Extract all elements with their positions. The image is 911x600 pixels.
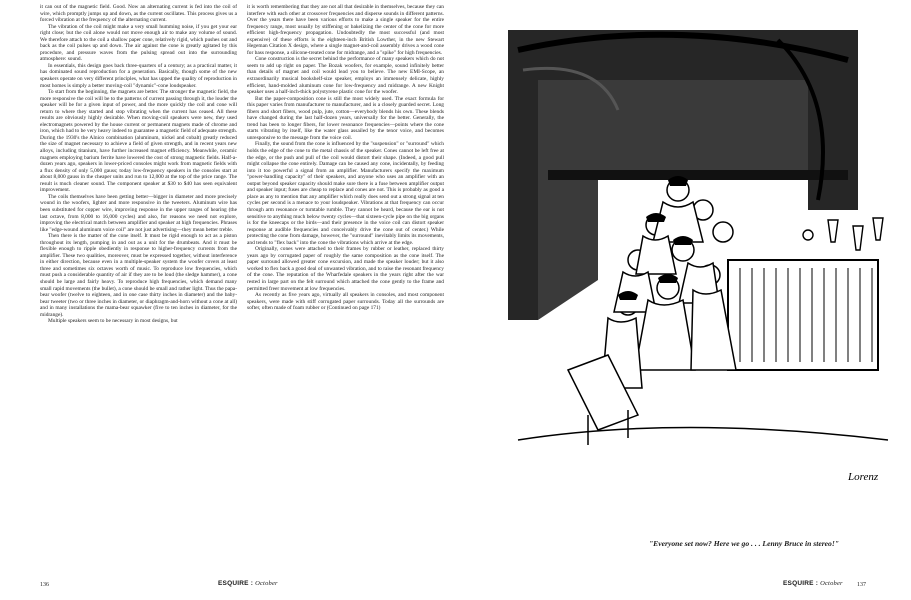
paragraph: In essentials, this design goes back three-quarters of a century; as a practical matter, it has dominated sound reproduction for a generation. Basically, though some of the new speakers operate on very different principles, what has upped the quality of reproduction in most homes is simply a better moving-coil "dynamic"-cone loudspeaker. [40, 62, 237, 89]
paragraph: As recently as five years ago, virtually all speakers in consoles, and most component speakers, were made with stiff corrugated paper surrounds. Today all the surrounds are softer, often made of foam rubber or (Continued on page 171) [247, 292, 444, 312]
paragraph: The coils themselves have been getting better—bigger in diameter and more precisely wound in the woofers, lighter and more responsive in the tweeters. Aluminum wire has been substituted for copper wire, improving response in the upper ranges of hearing (the last octave, from 8,000 to 16,000 cycles) and also, for reasons we need not explore, improving the electrical match between amplifier and speaker at high frequencies. Phrases like "edge-wound aluminum voice coil" are not just advertising—they mean better treble. [40, 193, 237, 233]
magazine-name: ESQUIRE [783, 580, 814, 587]
paragraph: Finally, the sound from the cone is influenced by the "suspension" or "surround" which holds the edge of the cone to the metal chassis of the speaker. Cones cannot be left free at the edge, or the push and pull of the coil would distort their shape. (Indeed, a good pull might collapse the cone entirely. Damage can be caused any cone, incidentally, by feeding into it too powerful a signal from an amplifier. Manufacturers specify the maximum "power-handling capacity" of their speakers, and anyone who uses an amplifier with an output beyond speaker capacity should make sure there is a fuse between amplifier output and speaker input; fuses are cheap to replace and cones are not. This is probably as good a place as any to mention that any amplifier which really does send out a strong signal at ten cycles per second is a menace to your loudspeaker. Vibrations at that frequency can occur through arm resonance or turntable rumble. They cannot be heard, because the ear is not sensitive to anything much below twenty cycles—that sixteen-cycle pipe on the big organs is for the kneecaps or the birds—and their presence in the voice coil can distort speaker response at audible frequencies and conceivably drive the cone out of center.) While protecting the cone from damage, however, the "surround" inevitably limits its movements, and tends to "flex back" into the cone the vibrations which arrive at the edge. [247, 141, 444, 246]
paragraph: To start from the beginning, the magnets are better. The stronger the magnetic field, the more responsive the coil will be to the patterns of current passing through it, the louder the speaker will be for a given input of power, and the more quickly the coil and cone will return to where they started and stop vibrating when the current has ceased. All these results are obviously highly desirable. When moving-coil speakers were new, they used electromagnets powered by the house current or permanent magnets made of chrome and iron, which had to be very heavy indeed to guarantee a magnetic field of adequate strength. During the 1930's the Alnico combination (aluminum, nickel and cobalt) greatly reduced the size of magnet necessary to achieve a field of given strength, and in recent years new alloys, including titanium, have further increased magnet efficiency. Meanwhile, ceramic magnets employing barium ferrite have lowered the cost of strong magnetic fields. Half-a-dozen years ago, speakers in lower-priced consoles might work from magnetic fields with a flux density of only 5,000 gauss; today low-frequency speakers in the consoles start at about 8,000 gauss in the cheaper units and run to 12,000 at the top of the price range. The result is much cleaner sound. The component speaker at $30 to $40 has seen equivalent improvement. [40, 89, 237, 194]
article-column-3 [478, 265, 615, 581]
issue-month: October [820, 580, 843, 587]
paragraph: Originally, cones were attached to their frames by rubber or leather, replaced thirty years ago by corrugated paper of roughly the same composition as the cone itself. The paper surround allowed greater cone excursion, and made the speaker louder; but it also worked to flex back a good deal of unwanted vibration, and to raise the resonant frequency of the cone. The reputation of the Wharfedale speakers in the years right after the war rested in large part on the felt surround which attached the cone gently to the frame and permitted freer movement at low frequencies. [247, 246, 444, 292]
right-running-footer [783, 580, 843, 588]
paragraph: The vibration of the coil might make a very small humming noise, if you get your ear right close; but the coil alone would not move enough air to make any volume of sound. We therefore attach to the coil a shallow paper cone, relatively rigid, which pushes out and back as the coil pulses up and down. The air against the cone is greatly agitated by this procedure, and pressure waves from the pulsing spread out into the surrounding atmosphere: sound. [40, 23, 237, 63]
paragraph: it can out of the magnetic field. Good. Now an alternating current is fed into the coil of wire, which promptly jumps up and down, as the current oscillates. This process gives us a forced vibration at the frequency of the alternating current. [40, 4, 237, 24]
paragraph: But the paper-composition cone is still the most widely used. The exact formula for this paper varies from manufacturer to manufacturer, and is a closely guarded secret. Long fibers and short fibers, wood pulp, jute, cotton—everybody blends his own. These blends have changed during the last half-dozen years, universally for the better. Generally, the trend has been to longer fibers, for lower resonance frequencies—points where the cone starts vibrating by itself, like the water glass assailed by the tenor voice, and becomes unresponsive to the message from the voice coil. [247, 95, 444, 141]
left-running-footer [218, 580, 278, 588]
article-column-2 [247, 4, 444, 582]
paragraph: Multiple speakers seem to be necessary in most designs, but [48, 318, 178, 325]
article-column-1 [40, 4, 237, 580]
paragraph: it is worth remembering that they are not all that desirable in themselves, because they can interfere with each other at crossover frequencies and disperse sounds in different patterns. Over the years there have been various efforts to make a single speaker for the entire frequency range, most usually by stiffening or bakelizing the center of the cone for more efficient high-frequency propagation. Undoubtedly the most successful (and most expensive) of these efforts is the eighteen-inch British Lowther, in the new Stewart Hegeman Citation X design, where a single magnet-and-coil assembly drives a wood cone for bass response, a silicone-treated cone for midrange, and a "spike" for high frequencies. [247, 4, 444, 56]
footer-separator: : [250, 580, 254, 587]
paragraph: Then there is the matter of the cone itself. It must be rigid enough to act as a piston throughout its length, pumping in and out as a unit for the drumbeats. And it must be flexible enough to ripple obediently in response to higher-frequency currents from the amplifier. These two qualities, moreover, must be expressed together, without interference in either direction, because even in a multiple-speaker system the woofer covers at least three and sometimes six octaves worth of music. To reproduce low frequencies, which must push a considerable quantity of air if they are to be loud (the sledge hammer), a cone should be large and fairly heavy. To reproduce high frequencies, which demand many small rapid movements (the bullet), a cone should be small and rather light. Thus the papa-bear woofer (twelve to eighteen, and in one case thirty inches in diameter) and the baby-bear tweeter (two or three inches in diameter, or diaphragm-and-horn without a cone at all) and in many installations the mama-bear squawker (five to ten inches in diameter, for the midrange). [40, 233, 237, 318]
left-page-number: 136 [40, 582, 49, 588]
right-page-number: 137 [857, 582, 866, 588]
cartoon-caption: "Everyone set now? Here we go . . . Lenny Bruce in stereo!" [648, 539, 840, 548]
paragraph: Cone construction is the secret behind the performance of many speakers which do not seem to add up right on paper. The Bozak woofers, for example, sound infinitely better than details of magnet and coil would lead you to believe. The new EMI-Scope, an extraordinarily musical bookshelf-size speaker, employs an immensely delicate, highly efficient, hand-molded aluminum cone for low-frequency and midrange. A new Knight speaker uses a half-inch-thick polystyrene plastic cone for the woofer. [247, 56, 444, 96]
issue-month: October [255, 580, 278, 587]
footer-separator: : [815, 580, 819, 587]
magazine-name: ESQUIRE [218, 580, 249, 587]
artist-signature: Lorenz [848, 471, 879, 483]
